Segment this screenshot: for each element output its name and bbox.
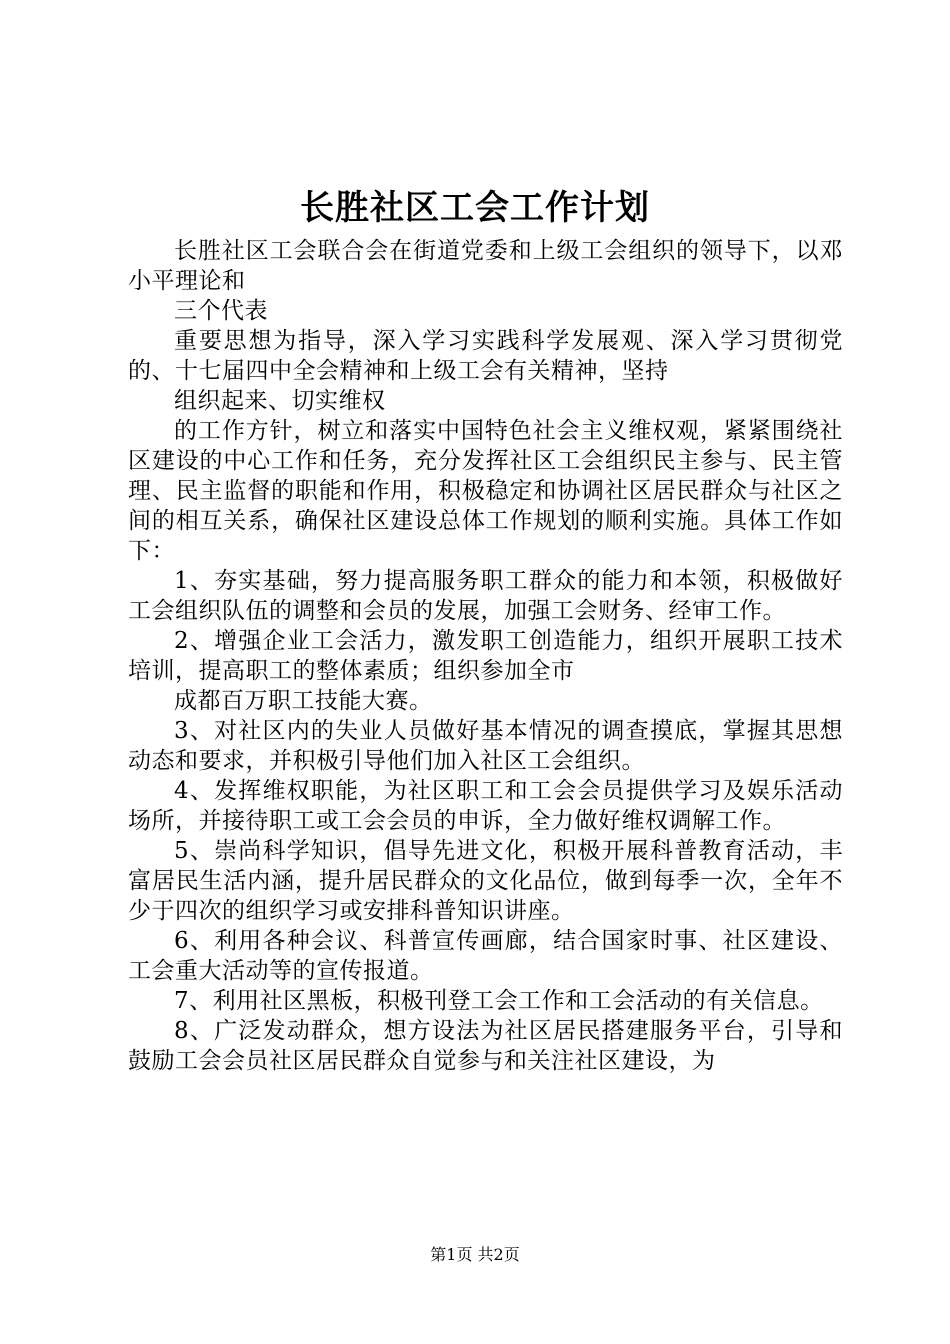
paragraph: 成都百万职工技能大赛。: [174, 688, 433, 714]
paragraph: 三个代表: [174, 298, 268, 324]
paragraph: 7、利用社区黑板，积极刊登工会工作和工会活动的有关信息。: [174, 988, 824, 1014]
page-footer: 第1页 共2页: [430, 1245, 520, 1264]
paragraph: 的工作方针，树立和落实中国特色社会主义维权观，紧紧围绕社区建设的中心工作和任务，充分发挥社区工会组织民主参与、民主管理、民主监督的职能和作用，积极稳定和协调社区居民群众与社区之间的相互关系，确保社区建设总体工作规划的顺利实施。具体工作如下：: [128, 418, 843, 564]
paragraph: 4、发挥维权职能，为社区职工和工会会员提供学习及娱乐活动场所，并接待职工或工会会员的申诉，全力做好维权调解工作。: [128, 778, 843, 834]
document-body: [128, 236, 843, 1076]
paragraph: 5、崇尚科学知识，倡导先进文化，积极开展科普教育活动，丰富居民生活内涵，提升居民群众的文化品位，做到每季一次，全年不少于四次的组织学习或安排科普知识讲座。: [128, 838, 843, 924]
paragraph: 2、增强企业工会活力，激发职工创造能力，组织开展职工技术培训，提高职工的整体素质；组织参加全市: [128, 628, 843, 684]
paragraph: 1、夯实基础，努力提高服务职工群众的能力和本领，积极做好工会组织队伍的调整和会员的发展，加强工会财务、经审工作。: [128, 568, 843, 624]
document-title: 长胜社区工会工作计划: [300, 188, 650, 228]
paragraph: 组织起来、切实维权: [174, 388, 386, 414]
paragraph: 3、对社区内的失业人员做好基本情况的调查摸底，掌握其思想动态和要求，并积极引导他们加入社区工会组织。: [128, 718, 843, 774]
paragraph: 6、利用各种会议、科普宣传画廊，结合国家时事、社区建设、工会重大活动等的宣传报道。: [128, 928, 843, 984]
paragraph: 长胜社区工会联合会在街道党委和上级工会组织的领导下，以邓小平理论和: [128, 238, 843, 294]
paragraph: 8、广泛发动群众，想方设法为社区居民搭建服务平台，引导和鼓励工会会员社区居民群众自觉参与和关注社区建设，为: [128, 1018, 843, 1074]
paragraph: 重要思想为指导，深入学习实践科学发展观、深入学习贯彻党的、十七届四中全会精神和上级工会有关精神，坚持: [128, 328, 843, 384]
